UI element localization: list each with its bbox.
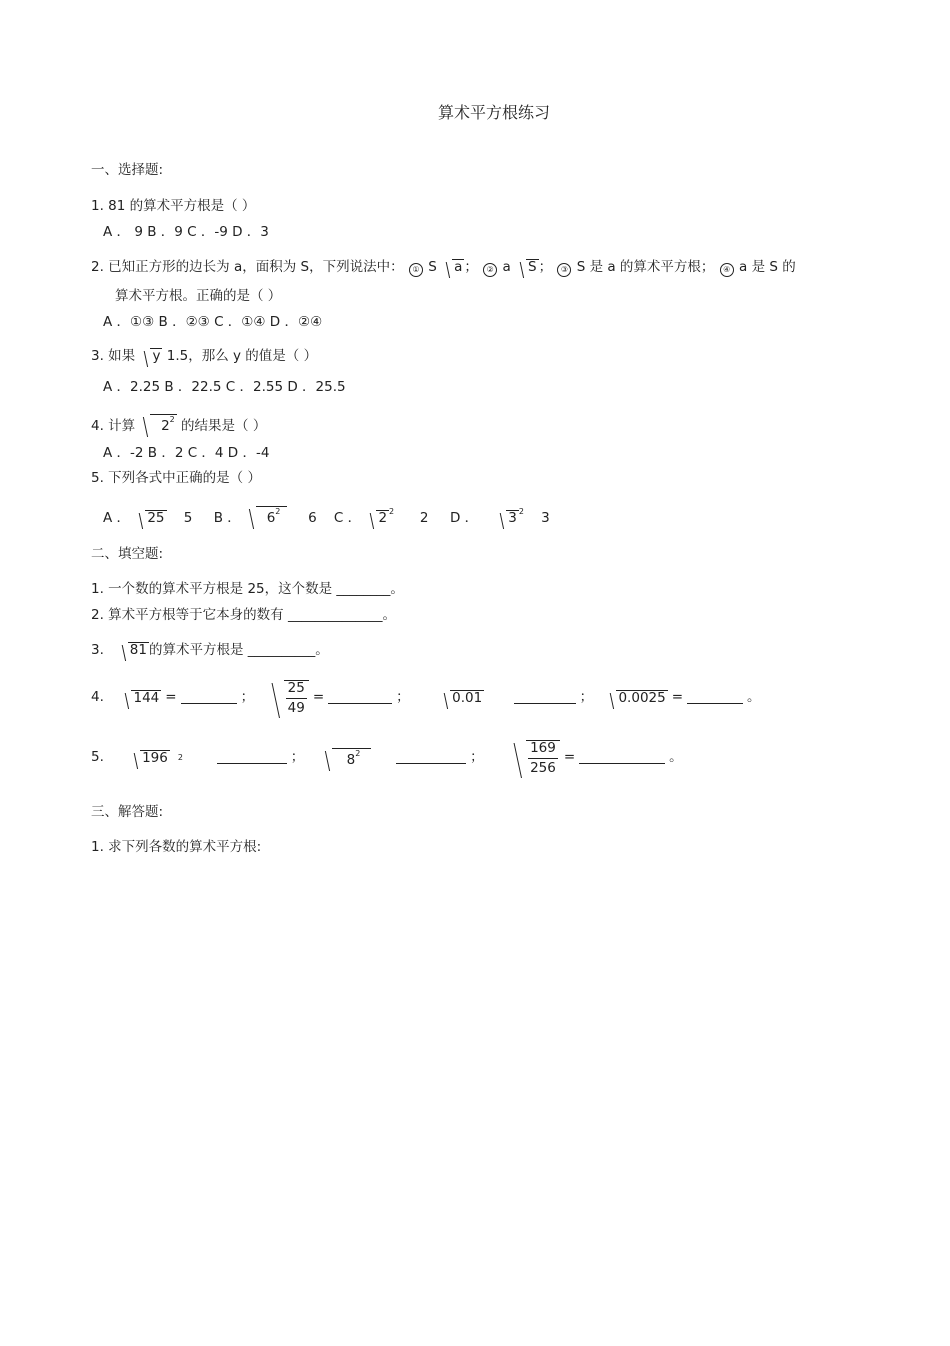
sqrt-3: 3: [497, 510, 519, 526]
fill-q3: 3. 81 的算术平方根是 __________。: [91, 642, 329, 658]
choice-q4-stem: [91, 414, 266, 434]
answer-blank[interactable]: [181, 692, 237, 704]
q2-stem-d: a: [502, 259, 511, 275]
section-heading-answer: 三、解答题:: [91, 804, 164, 820]
q2-stem-b: S: [428, 259, 437, 275]
sqrt-neg8-squared: $8^2$: [323, 748, 371, 768]
q2-semicolon-2: ；: [538, 259, 553, 275]
section-heading-fill: 二、填空题:: [91, 546, 164, 562]
section-heading-choice: 一、选择题:: [91, 162, 164, 178]
fill-q1: 1. 一个数的算术平方根是 25，这个数是 ________。: [91, 581, 404, 597]
sqrt-s: S: [517, 259, 539, 275]
circled-1: ①: [409, 263, 423, 277]
choice-q4-options: A ．-2 B ．2 C ．4 D ．-4: [103, 445, 270, 461]
sqrt-196: 196: [131, 750, 170, 766]
sqrt-a: a: [443, 259, 464, 275]
sqrt-25: 25: [136, 510, 166, 526]
answer-blank[interactable]: [396, 752, 466, 764]
fill-q5: 5. 196 2 ； $8^2$ ； $\frac{169}{256}$ = 。: [91, 740, 683, 776]
circled-3: ③: [557, 263, 571, 277]
answer-blank[interactable]: [328, 692, 392, 704]
choice-q3-options: A ．2.25 B ．22.5 C ．2.55 D ．25.5: [103, 379, 346, 395]
sqrt-144: 144: [122, 690, 161, 706]
sqrt-neg6-squared: $6^2$: [247, 506, 287, 526]
fill-q4: 4. 144 = ； $\frac{25}{49}$ = ； 0.01 ； 0.0025 = 。: [91, 680, 761, 716]
sqrt-0-01: 0.01: [441, 690, 484, 706]
answer-blank[interactable]: [579, 752, 665, 764]
q2-stem-g: a 是 S 的: [739, 259, 796, 275]
sqrt-2-squared: $2^2$: [141, 414, 176, 434]
q2-stem-f: S 是 a 的算术平方根；: [576, 259, 715, 275]
sqrt-169-256: $\frac{169}{256}$: [515, 740, 560, 775]
sqrt-2: 2: [367, 510, 389, 526]
fill-q2: 2. 算术平方根等于它本身的数有 ______________。: [91, 607, 396, 623]
q3-stem-a: 3. 如果: [91, 348, 136, 364]
choice-q3-stem: [91, 348, 317, 364]
page-title: 算术平方根练习: [438, 103, 551, 122]
choice-q5-options: A ． 25 5 B ． $6^2$ 6 C ． 2 $^2$ 2 D ． 3 $^2$ 3: [103, 507, 550, 526]
sqrt-y: y: [141, 348, 162, 364]
q4-stem-a: 4. 计算: [91, 418, 136, 434]
answer-blank[interactable]: [217, 752, 287, 764]
choice-q2-stem2: 算术平方根。正确的是（ ）: [115, 288, 282, 304]
sqrt-0-0025: 0.0025: [607, 690, 667, 706]
choice-q1-options: A ． 9 B ．9 C ．-9 D ．3: [103, 224, 269, 240]
answer-blank[interactable]: [687, 692, 743, 704]
q2-semicolon-1: ；: [464, 259, 478, 275]
sqrt-81: 81: [119, 642, 149, 658]
q3-stem-b: 1.5，那么 y 的值是（ ）: [166, 348, 318, 364]
circled-4: ④: [720, 263, 734, 277]
choice-q1-stem: 1. 81 的算术平方根是（ ）: [91, 198, 256, 214]
choice-q5-stem: 5. 下列各式中正确的是（ ）: [91, 470, 261, 486]
q2-stem-a: 2. 已知正方形的边长为 a，面积为 S，下列说法中：: [91, 259, 404, 275]
answer-blank[interactable]: [514, 692, 576, 704]
answer-q1: 1. 求下列各数的算术平方根:: [91, 839, 262, 855]
sqrt-25-49: $\frac{25}{49}$: [273, 680, 309, 715]
q4-stem-b: 的结果是（ ）: [181, 418, 267, 434]
circled-2: ②: [483, 263, 497, 277]
choice-q2-stem: [91, 259, 796, 277]
choice-q2-options: A ．①③ B ．②③ C ．①④ D ．②④: [103, 314, 323, 330]
